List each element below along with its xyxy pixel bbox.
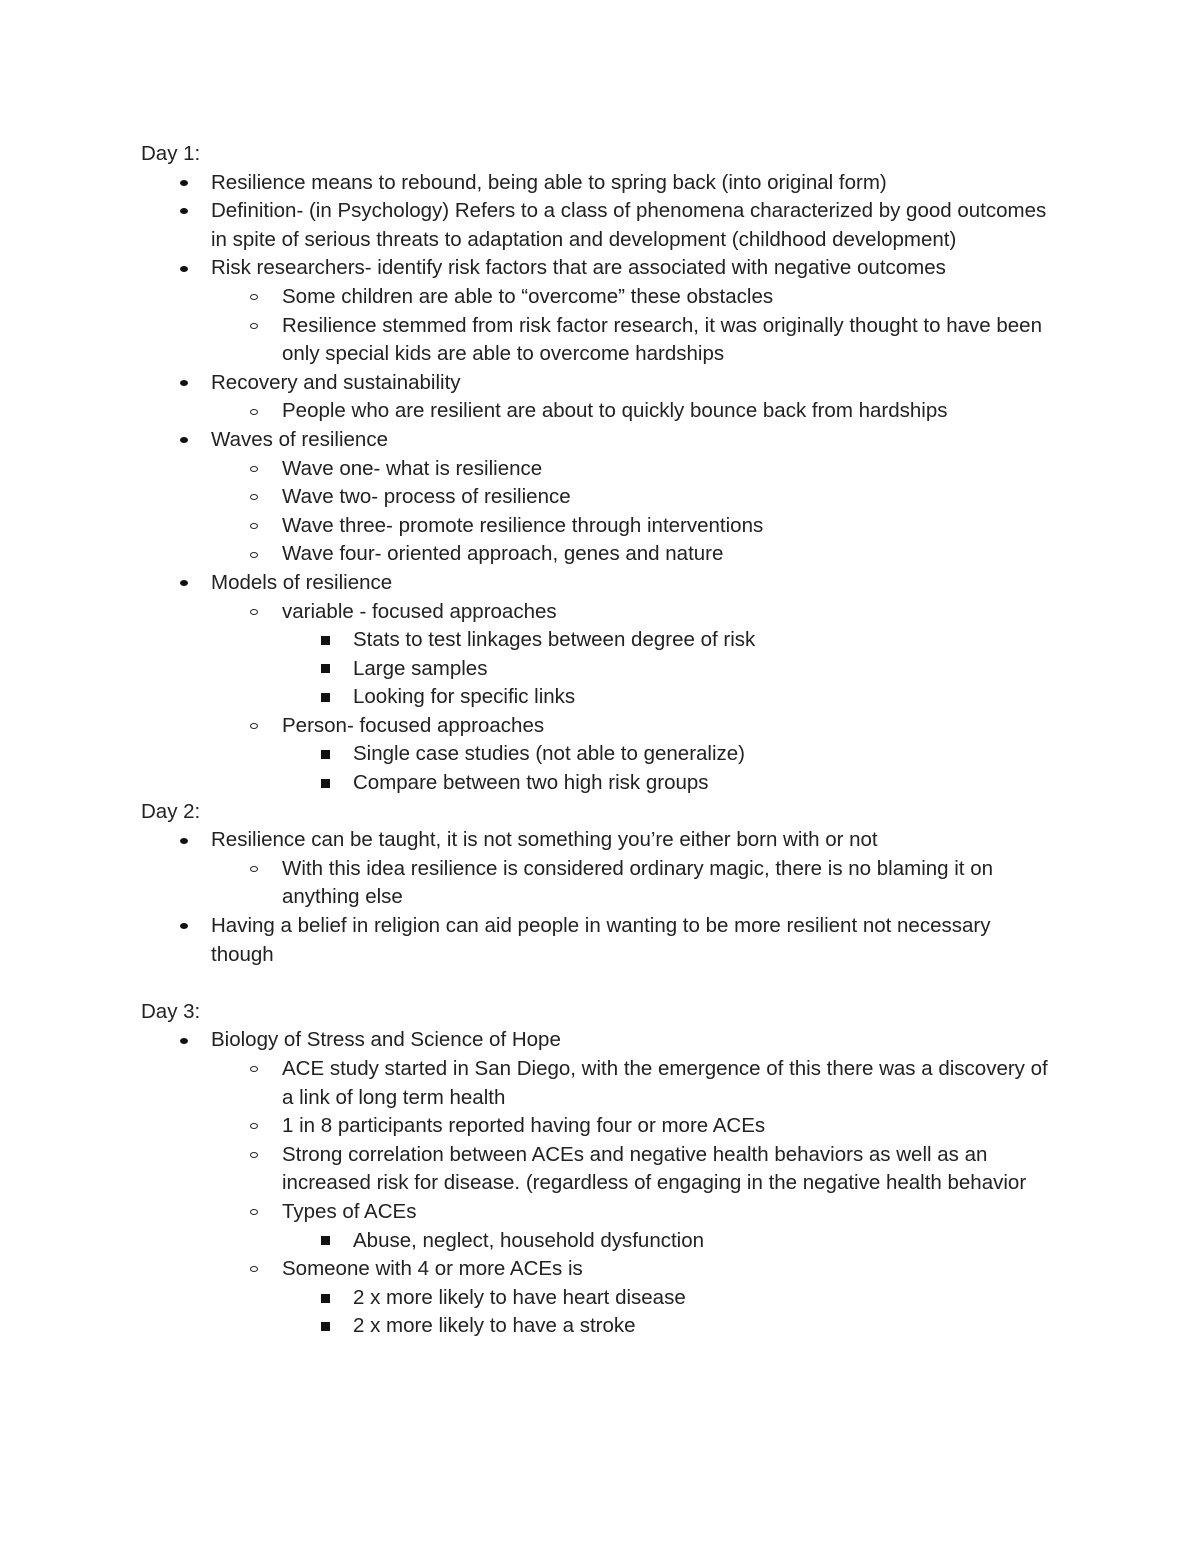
sub-sub-list (282, 626, 1051, 712)
sub-list (211, 855, 1051, 912)
disc-bullet-icon (177, 169, 191, 198)
list-item: Types of ACEs Abuse, neglect, household dysfunction (211, 1198, 1051, 1255)
list-item: Resilience stemmed from risk factor research, it was originally thought to have been only special kids are able to overcome hardships (211, 312, 1051, 369)
list-item: Abuse, neglect, household dysfunction (282, 1227, 1051, 1256)
square-bullet-icon (318, 683, 332, 712)
list-item: People who are resilient are about to quickly bounce back from hardships (211, 397, 1051, 426)
circle-bullet-icon (247, 512, 261, 541)
circle-bullet-icon (247, 855, 261, 884)
circle-bullet-icon (247, 455, 261, 484)
list-item: 2 x more likely to have a stroke (282, 1312, 1051, 1341)
disc-bullet-icon (177, 1026, 191, 1055)
list-item: Wave three- promote resilience through interventions (211, 512, 1051, 541)
sub-list (211, 283, 1051, 369)
list-item: Recovery and sustainability People who are resilient are about to quickly bounce back from hardships (141, 369, 1051, 426)
sub-list (211, 397, 1051, 426)
square-bullet-icon (318, 1312, 332, 1341)
list-item: Wave two- process of resilience (211, 483, 1051, 512)
list-item: Compare between two high risk groups (282, 769, 1051, 798)
list-item: Strong correlation between ACEs and negative health behaviors as well as an increased risk for disease. (regardless of engaging in the negative health behavior (211, 1141, 1051, 1198)
list-item: Wave one- what is resilience (211, 455, 1051, 484)
sub-list (211, 1055, 1051, 1341)
circle-bullet-icon (247, 1112, 261, 1141)
list-item: Some children are able to “overcome” these obstacles (211, 283, 1051, 312)
square-bullet-icon (318, 740, 332, 769)
list-item: variable - focused approaches Stats to test linkages between degree of risk Large samples Looking for specific links (211, 598, 1051, 712)
list-item: Someone with 4 or more ACEs is 2 x more likely to have heart disease 2 x more likely to have a stroke (211, 1255, 1051, 1341)
circle-bullet-icon (247, 397, 261, 426)
list-item: Looking for specific links (282, 683, 1051, 712)
list-item: ACE study started in San Diego, with the emergence of this there was a discovery of a link of long term health (211, 1055, 1051, 1112)
square-bullet-icon (318, 1284, 332, 1313)
disc-bullet-icon (177, 254, 191, 283)
day-3-list (141, 1026, 1051, 1341)
circle-bullet-icon (247, 1255, 261, 1284)
list-item: Stats to test linkages between degree of risk (282, 626, 1051, 655)
sub-list (211, 598, 1051, 798)
list-item: Risk researchers- identify risk factors that are associated with negative outcomes Some children are able to “overcome” these obstacles Resilience stemmed from risk factor research, it was originally thought to have been only special kids are able to overcome hardships (141, 254, 1051, 368)
square-bullet-icon (318, 626, 332, 655)
disc-bullet-icon (177, 426, 191, 455)
square-bullet-icon (318, 1227, 332, 1256)
circle-bullet-icon (247, 598, 261, 627)
day-1-list (141, 169, 1051, 798)
list-item: Definition- (in Psychology) Refers to a class of phenomena characterized by good outcomes in spite of serious threats to adaptation and development (childhood development) (141, 197, 1051, 254)
document-page (141, 140, 1051, 1341)
sub-list (211, 455, 1051, 569)
circle-bullet-icon (247, 483, 261, 512)
circle-bullet-icon (247, 312, 261, 341)
square-bullet-icon (318, 655, 332, 684)
list-item: Single case studies (not able to generalize) (282, 740, 1051, 769)
day-3-heading: Day 3: (141, 999, 201, 1023)
list-item: Biology of Stress and Science of Hope ACE study started in San Diego, with the emergence of this there was a discovery of a link of long term health 1 in 8 participants reported having four or more ACEs Strong correlation between ACEs and negative health behaviors as well as an increased risk for disease. (regardless of engaging in the negative health behavior Types of ACEs Abuse, neglect, household dysfunction Someone with 4 or more ACEs is 2 x more likely to have heart disease 2 x more likely to have a stroke (141, 1026, 1051, 1341)
list-item: Person- focused approaches Single case studies (not able to generalize) Compare between two high risk groups (211, 712, 1051, 798)
circle-bullet-icon (247, 1055, 261, 1084)
circle-bullet-icon (247, 1141, 261, 1170)
list-item: Having a belief in religion can aid people in wanting to be more resilient not necessary though (141, 912, 1051, 969)
disc-bullet-icon (177, 369, 191, 398)
sub-sub-list (282, 1227, 1051, 1256)
sub-sub-list (282, 1284, 1051, 1341)
list-item: Wave four- oriented approach, genes and nature (211, 540, 1051, 569)
list-item: Large samples (282, 655, 1051, 684)
circle-bullet-icon (247, 283, 261, 312)
day-2-list (141, 826, 1051, 969)
list-item: 2 x more likely to have heart disease (282, 1284, 1051, 1313)
blank-line (141, 969, 1051, 998)
list-item: With this idea resilience is considered ordinary magic, there is no blaming it on anything else (211, 855, 1051, 912)
circle-bullet-icon (247, 540, 261, 569)
list-item: Resilience can be taught, it is not something you’re either born with or not With this idea resilience is considered ordinary magic, there is no blaming it on anything else (141, 826, 1051, 912)
disc-bullet-icon (177, 197, 191, 226)
disc-bullet-icon (177, 826, 191, 855)
list-item: Models of resilience variable - focused approaches Stats to test linkages between degree of risk Large samples Looking for specific links Person- focused approaches Single case studies (not able to generalize) Compare between two high risk groups (141, 569, 1051, 798)
day-2-heading: Day 2: (141, 799, 201, 823)
square-bullet-icon (318, 769, 332, 798)
disc-bullet-icon (177, 912, 191, 941)
circle-bullet-icon (247, 1198, 261, 1227)
sub-sub-list (282, 740, 1051, 797)
list-item: 1 in 8 participants reported having four or more ACEs (211, 1112, 1051, 1141)
circle-bullet-icon (247, 712, 261, 741)
day-1-heading: Day 1: (141, 142, 201, 165)
list-item: Resilience means to rebound, being able to spring back (into original form) (141, 169, 1051, 198)
disc-bullet-icon (177, 569, 191, 598)
list-item: Waves of resilience Wave one- what is resilience Wave two- process of resilience Wave three- promote resilience through interventions Wave four- oriented approach, genes and nature (141, 426, 1051, 569)
